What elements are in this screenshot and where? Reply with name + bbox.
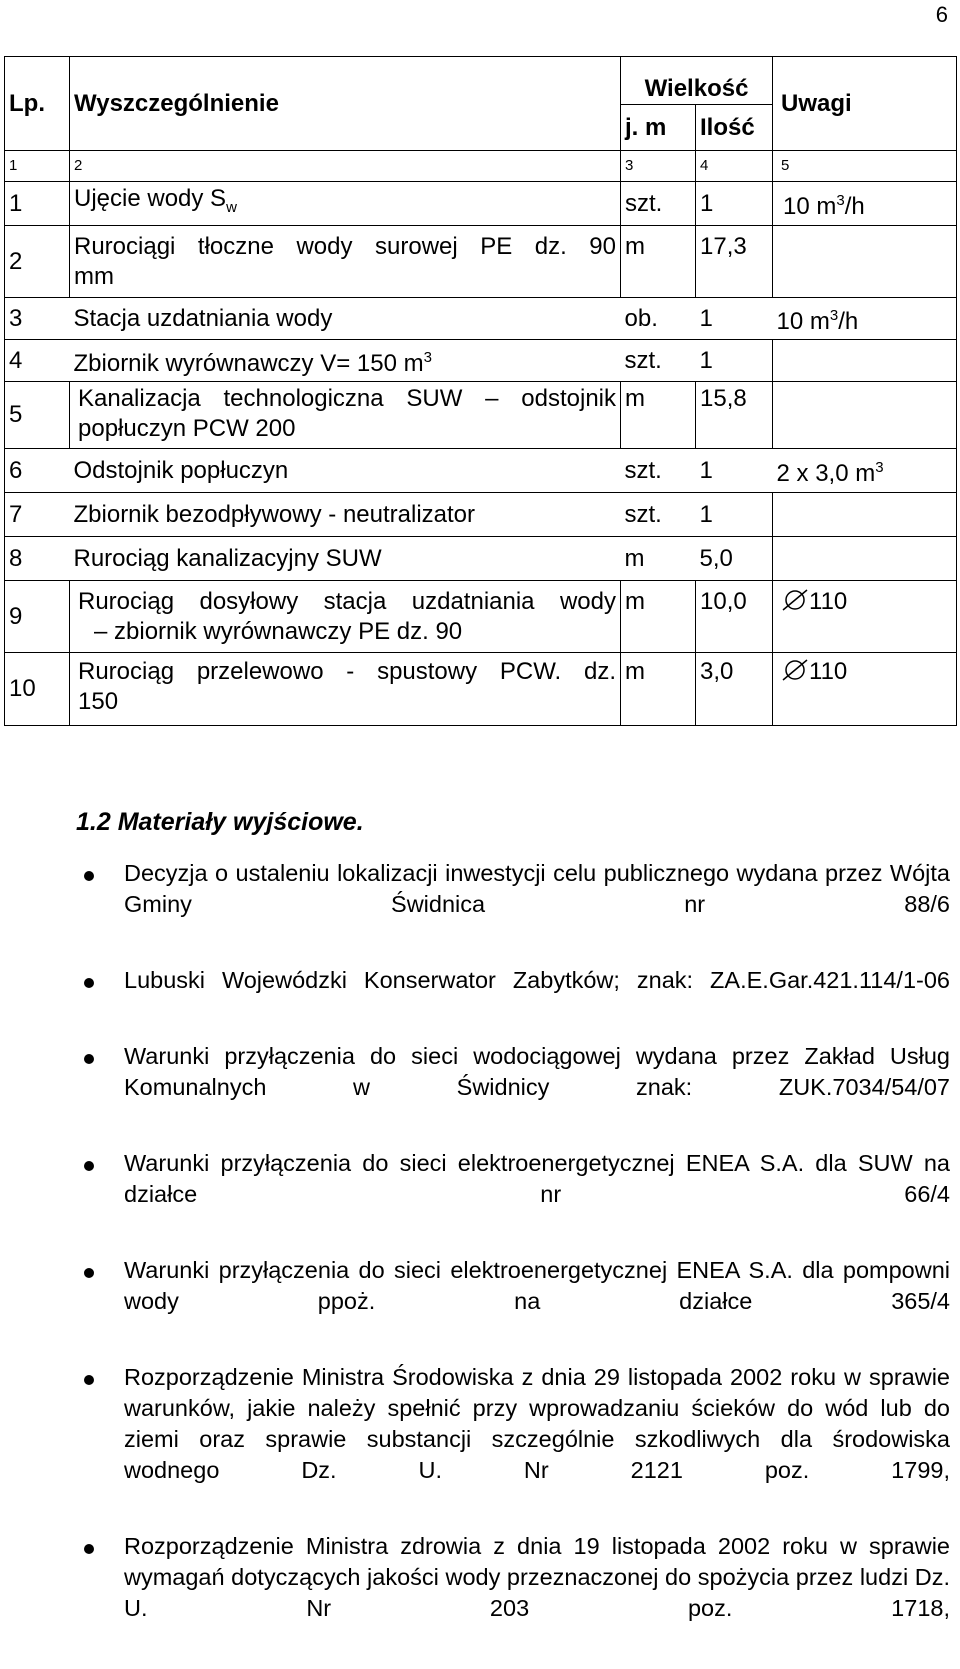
cell-lp: 6 (5, 449, 70, 493)
cell-remarks: 10 $m^3/h$ (773, 182, 957, 226)
list-item: Lubuski Wojewódzki Konserwator Zabytków; znak: ZA.E.Gar.421.114/1-06 (84, 965, 950, 1027)
list-item: Rozporządzenie Ministra Środowiska z dnia 29 listopada 2002 roku w sprawie warunków, jakie należy spełnić przy wprowadzaniu ścieków do wód lub do ziemi oraz sprawie substancji szczególnie szkodliwych dla środowiska wodnego Dz. U. Nr 2121 poz. 1799, (84, 1362, 950, 1517)
cell-remarks: 10 $m^3/h$ (773, 298, 957, 340)
list-item: Warunki przyłączenia do sieci wodociągowej wydana przez Zakład Usług Komunalnych w Świdnicy znak: ZUK.7034/54/07 (84, 1041, 950, 1134)
table-row (5, 226, 957, 298)
bullet-icon (84, 871, 94, 881)
cell-name: Zbiornik wyrównawczy V= 150 $m^3$ (70, 340, 621, 382)
cell-qty: 5,0 (696, 537, 773, 581)
cell-remarks (773, 226, 957, 298)
cell-remarks (773, 382, 957, 449)
cell-name: Rurociąg kanalizacyjny SUW (70, 537, 621, 581)
bullet-icon (84, 1161, 94, 1171)
cell-lp: 9 (5, 581, 70, 653)
cell-name: Ujęcie wody $S_w$ (70, 182, 621, 226)
cell-unit: m (621, 537, 696, 581)
bullet-icon (84, 978, 94, 988)
cell-lp: 2 (5, 226, 70, 298)
cell-qty: 1 (696, 493, 773, 537)
bullet-icon (84, 1054, 94, 1064)
table-row (5, 653, 957, 726)
cell-qty: 1 (696, 298, 773, 340)
cell-name: Rurociągi tłoczne wody surowej PE dz. 90 mm (70, 226, 621, 298)
cell-name: Odstojnik popłuczyn (70, 449, 621, 493)
table-row (5, 537, 957, 581)
cell-name: Zbiornik bezodpływowy - neutralizator (70, 493, 621, 537)
cell-qty: 3,0 (696, 653, 773, 726)
col-number: 4 (696, 151, 773, 182)
cell-unit: szt. (621, 493, 696, 537)
cell-name: Kanalizacja technologiczna SUW – odstojnik popłuczyn PCW 200 (70, 382, 621, 449)
cell-qty: 17,3 (696, 226, 773, 298)
bullet-icon (84, 1544, 94, 1554)
table-row (5, 340, 957, 382)
cell-lp: 10 (5, 653, 70, 726)
cell-qty: 1 (696, 340, 773, 382)
materials-list (84, 858, 950, 1669)
cell-unit: m (621, 653, 696, 726)
cell-name: Rurociąg przelewowo - spustowy PCW. dz. 150 (70, 653, 621, 726)
cell-name: Rurociąg dosyłowy stacja uzdatniania wody – zbiornik wyrównawczy PE dz. 90 (70, 581, 621, 653)
bullet-icon (84, 1268, 94, 1278)
col-number: 2 (70, 151, 621, 182)
page-number: 6 (935, 2, 948, 27)
list-item: Warunki przyłączenia do sieci elektroenergetycznej ENEA S.A. dla pompowni wody ppoż. na działce 365/4 (84, 1255, 950, 1348)
table-row (5, 382, 957, 449)
cell-qty: 15,8 (696, 382, 773, 449)
table-row (5, 493, 957, 537)
header-wielkosc: Wielkość (621, 57, 773, 105)
cell-lp: 5 (5, 382, 70, 449)
col-number: 3 (621, 151, 696, 182)
header-jm: j. m (621, 105, 696, 151)
cell-unit: szt. (621, 449, 696, 493)
list-item: Warunki przyłączenia do sieci elektroenergetycznej ENEA S.A. dla SUW na działce nr 66/4 (84, 1148, 950, 1241)
cell-unit: m (621, 226, 696, 298)
cell-qty: 1 (696, 449, 773, 493)
cell-lp: 4 (5, 340, 70, 382)
table-row (5, 581, 957, 653)
cell-lp: 8 (5, 537, 70, 581)
list-item: Decyzja o ustaleniu lokalizacji inwestycji celu publicznego wydana przez Wójta Gminy Świdnica nr 88/6 (84, 858, 950, 951)
diameter-icon (781, 589, 809, 611)
header-lp: Lp. (5, 57, 70, 151)
specification-table (4, 56, 957, 726)
cell-qty: 1 (696, 182, 773, 226)
cell-unit: szt. (621, 182, 696, 226)
col-number: 1 (5, 151, 70, 182)
cell-remarks: 2 x 3,0 $m^3$ (773, 449, 957, 493)
cell-remarks (773, 493, 957, 537)
table-row (5, 298, 957, 340)
header-uwagi: Uwagi (773, 57, 957, 151)
cell-remarks: 110 (773, 581, 957, 653)
cell-unit: m (621, 581, 696, 653)
cell-lp: 1 (5, 182, 70, 226)
header-wyszczegolnienie: Wyszczególnienie (70, 57, 621, 151)
cell-remarks (773, 340, 957, 382)
list-item: Rozporządzenie Ministra zdrowia z dnia 19 listopada 2002 roku w sprawie wymagań dotyczących jakości wody przeznaczonej do spożycia przez ludzi Dz. U. Nr 203 poz. 1718, (84, 1531, 950, 1655)
table-row (5, 182, 957, 226)
cell-lp: 7 (5, 493, 70, 537)
cell-unit: ob. (621, 298, 696, 340)
cell-remarks: 110 (773, 653, 957, 726)
table-row (5, 449, 957, 493)
cell-name: Stacja uzdatniania wody (70, 298, 621, 340)
header-ilosc: Ilość (696, 105, 773, 151)
cell-remarks (773, 537, 957, 581)
diameter-icon (781, 659, 809, 681)
cell-qty: 10,0 (696, 581, 773, 653)
cell-unit: m (621, 382, 696, 449)
col-number: 5 (773, 151, 957, 182)
bullet-icon (84, 1375, 94, 1385)
cell-unit: szt. (621, 340, 696, 382)
section-title: 1.2 Materiały wyjściowe. (76, 808, 364, 836)
cell-lp: 3 (5, 298, 70, 340)
